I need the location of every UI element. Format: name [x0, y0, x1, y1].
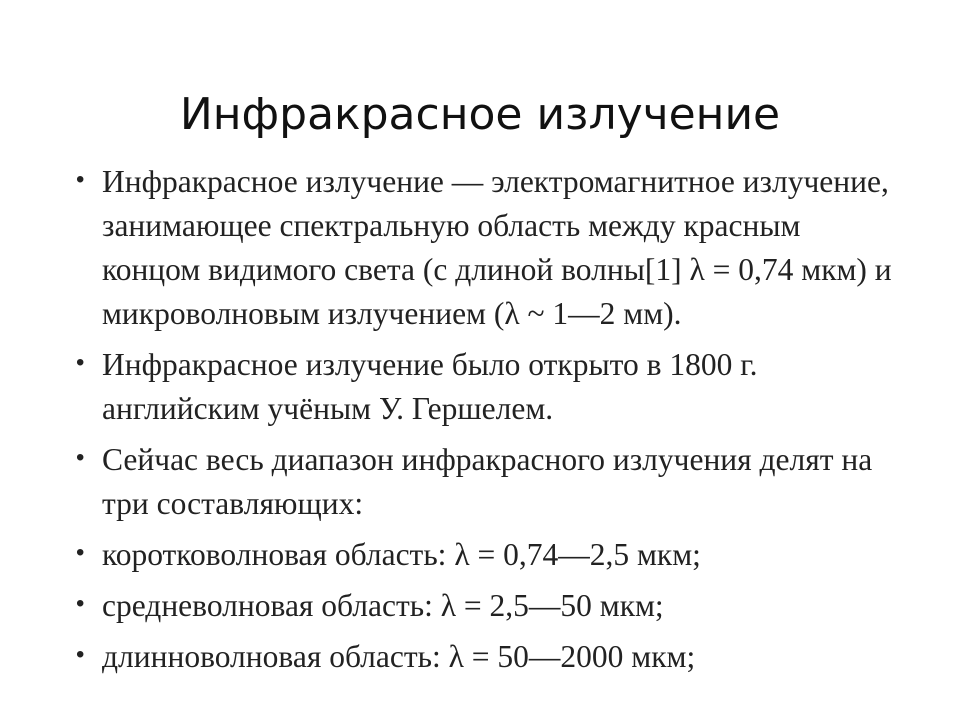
- bullet-list: [72, 160, 892, 686]
- bullet-item: [72, 533, 892, 577]
- bullet-point-icon: •: [76, 166, 85, 193]
- bullet-item: [72, 160, 892, 336]
- bullet-point-icon: •: [76, 539, 85, 566]
- slide-title: Инфракрасное излучение: [179, 89, 781, 140]
- bullet-text: длинноволновая область: λ = 50—2000 мкм;: [102, 639, 696, 674]
- bullet-text: Инфракрасное излучение было открыто в 1800 г. английским учёным У. Гершелем.: [102, 347, 758, 426]
- bullet-text: коротковолновая область: λ = 0,74—2,5 мкм;: [102, 537, 701, 572]
- bullet-point-icon: •: [76, 349, 85, 376]
- bullet-point-icon: •: [76, 590, 85, 617]
- bullet-point-icon: •: [76, 444, 85, 471]
- bullet-item: [72, 438, 892, 526]
- bullet-item: [72, 584, 892, 628]
- bullet-point-icon: •: [76, 641, 85, 668]
- bullet-text: Инфракрасное излучение — электромагнитное излучение, занимающее спектральную область между красным концом видимого света (с длиной волны[1] λ = 0,74 мкм) и микроволновым излучением (λ ~ 1—2 мм).: [102, 164, 892, 331]
- bullet-item: [72, 343, 892, 431]
- bullet-text: Сейчас весь диапазон инфракрасного излучения делят на три составляющих:: [102, 442, 873, 521]
- bullet-item: [72, 635, 892, 679]
- bullet-text: средневолновая область: λ = 2,5—50 мкм;: [102, 588, 664, 623]
